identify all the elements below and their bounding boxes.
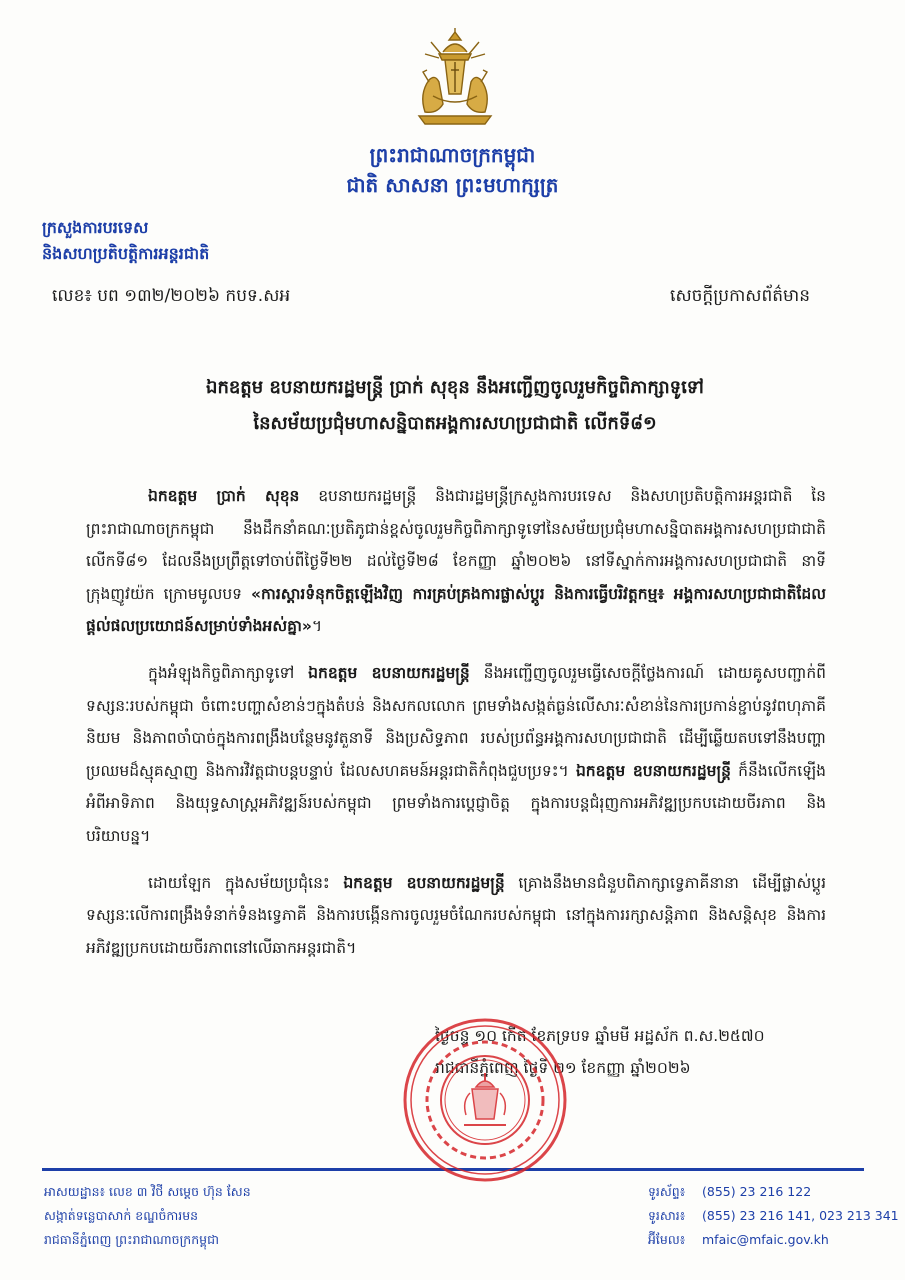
address-line-3: រាជធានីភ្នំពេញ ព្រះរាជាណាចក្រកម្ពុជា	[44, 1232, 219, 1247]
kingdom-title: ព្រះរាជាណាចក្រកម្ពុជា	[369, 143, 536, 167]
email-label: អ៊ីមែល៖	[648, 1232, 686, 1247]
address-line-1: អាសយដ្ឋាន៖ លេខ ៣ វិថី សម្តេច ហ៊ុន សែន	[44, 1184, 251, 1199]
document-title	[60, 370, 850, 442]
solar-date: រាជធានីភ្នំពេញ ថ្ងៃទី ២១ ខែកញ្ញា ឆ្នាំ២០២៦	[435, 1059, 691, 1077]
p1-bold-2: «ការស្តារទំនុកចិត្តឡើងវិញ ការគ្រប់គ្រងការផ្លាស់ប្តូរ និងការធ្វើបរិវត្តកម្ម៖ អង្គការសហប្រជាជាតិដែលផ្តល់ផលប្រយោជន៍សម្រាប់ទាំងអស់គ្នា»	[86, 584, 826, 636]
fax-value: (855) 23 216 141, 023 213 341	[702, 1208, 899, 1223]
address-line-2: សង្កាត់ទន្លេបាសាក់ ខណ្ឌចំការមន	[44, 1208, 199, 1223]
email-value[interactable]: mfaic@mfaic.gov.kh	[702, 1232, 829, 1247]
ministry-line-1: ក្រសួងការបរទេស	[42, 218, 149, 237]
p1-text-2: ។	[311, 617, 323, 636]
p3-text-1: ដោយឡែក ក្នុងសម័យប្រជុំនេះ	[148, 873, 344, 892]
document-type: សេចក្តីប្រកាសព័ត៌មាន	[670, 286, 810, 306]
royal-emblem-icon	[405, 24, 505, 130]
paragraph-1	[86, 480, 826, 643]
national-motto: ជាតិ សាសនា ព្រះមហាក្សត្រ	[346, 173, 559, 197]
footer-address	[44, 1180, 251, 1252]
phone-label: ទូរស័ព្ទ៖	[648, 1184, 686, 1199]
footer-contacts	[648, 1180, 899, 1252]
official-seal-icon	[400, 1015, 570, 1185]
document-body	[86, 480, 826, 978]
title-line-1: ឯកឧត្តម ឧបនាយករដ្ឋមន្ត្រី ប្រាក់ សុខុន នឹងអញ្ជើញចូលរួមកិច្ចពិភាក្សាទូទៅ	[206, 377, 704, 398]
fax-row	[648, 1204, 899, 1228]
fax-label: ទូរសារ៖	[648, 1208, 686, 1223]
p2-bold-1: ឯកឧត្តម ឧបនាយករដ្ឋមន្ត្រី	[308, 663, 470, 682]
p2-text-2: នឹងអញ្ជើញចូលរួមធ្វើសេចក្តីថ្លែងការណ៍ ដោយគូសបញ្ជាក់ពីទស្សនៈរបស់កម្ពុជា ចំពោះបញ្ហាសំខាន់ៗក្នុងតំបន់ និងសកលលោក ព្រមទាំងសង្កត់ធ្ងន់លើសារៈសំខាន់នៃការប្រកាន់ខ្ជាប់នូវពហុភាគីនិយម និងភាពចាំបាច់ក្នុងការពង្រឹងបន្ថែមនូវតួនាទី និងប្រសិទ្ធភាព របស់ប្រព័ន្ធអង្គការសហប្រជាជាតិ ដើម្បីឆ្លើយតបទៅនឹងបញ្ហាប្រឈមដ៏ស្មុគស្មាញ និងការវិវត្តជាបន្តបន្ទាប់ ដែលសហគមន៍អន្តរជាតិកំពុងជួបប្រទះ។	[86, 663, 826, 780]
p1-bold-1: ឯកឧត្តម ប្រាក់ សុខុន	[148, 487, 300, 505]
title-line-2: នៃសម័យប្រជុំមហាសន្និបាតអង្គការសហប្រជាជាតិ លើកទី៨១	[253, 413, 657, 434]
ministry-name	[42, 215, 209, 267]
lunar-date: ថ្ងៃចន្ទ ១០ កើត ខែភទ្របទ ឆ្នាំមមី អដ្ឋស័ក ព.ស.២៥៧០	[435, 1027, 765, 1045]
p1-text-1: ឧបនាយករដ្ឋមន្ត្រី និងជារដ្ឋមន្ត្រីក្រសួងការបរទេស និងសហប្រតិបត្តិការអន្តរជាតិ នៃព្រះរាជាណាចក្រកម្ពុជា នឹងដឹកនាំគណៈប្រតិភូជាន់ខ្ពស់ចូលរួមកិច្ចពិភាក្សាទូទៅនៃសម័យប្រជុំមហាសន្និបាតអង្គការសហប្រជាជាតិលើកទី៨១ ដែលនឹងប្រព្រឹត្តទៅចាប់ពីថ្ងៃទី២២ ដល់ថ្ងៃទី២៨ ខែកញ្ញា ឆ្នាំ២០២៦ នៅទីស្នាក់ការអង្គការសហប្រជាជាតិ នាទីក្រុងញូវយ៉ក ក្រោមមូលបទ	[86, 487, 827, 603]
email-row	[648, 1228, 899, 1252]
paragraph-3	[86, 867, 826, 965]
p2-bold-2: ឯកឧត្តម ឧបនាយករដ្ឋមន្ត្រី	[575, 761, 731, 780]
p3-text-2: គ្រោងនឹងមានជំនួបពិភាក្សាទ្វេភាគីនានា ដើម្បីផ្លាស់ប្តូរទស្សនៈលើការពង្រឹងទំនាក់ទំនងទ្វេភាគី និងការបង្កើនការចូលរួមចំណែករបស់កម្ពុជា នៅក្នុងការរក្សាសន្តិភាព និងសន្តិសុខ និងការអភិវឌ្ឍប្រកបដោយចីរភាពនៅលើឆាកអន្តរជាតិ។	[86, 873, 826, 957]
kingdom-heading	[0, 140, 905, 200]
paragraph-2	[86, 657, 826, 853]
phone-value: (855) 23 216 122	[702, 1184, 812, 1199]
ministry-line-2: និងសហប្រតិបត្តិការអន្តរជាតិ	[42, 244, 210, 263]
p3-bold-1: ឯកឧត្តម ឧបនាយករដ្ឋមន្ត្រី	[343, 873, 505, 892]
p2-text-3: ក៏នឹងលើកឡើងអំពីអាទិភាព និងយុទ្ធសាស្ត្រអភិវឌ្ឍន៍របស់កម្ពុជា ព្រមទាំងការប្តេជ្ញាចិត្ត ក្នុងការបន្តជំរុញការអភិវឌ្ឍប្រកបដោយចីរភាព និងបរិយាបន្ន។	[86, 761, 826, 845]
p2-text-1: ក្នុងអំឡុងកិច្ចពិភាក្សាទូទៅ	[148, 663, 309, 682]
reference-number: លេខ៖ បព ១៣២/២០២៦ កបទ.សអ	[52, 286, 291, 306]
phone-row	[648, 1180, 899, 1204]
